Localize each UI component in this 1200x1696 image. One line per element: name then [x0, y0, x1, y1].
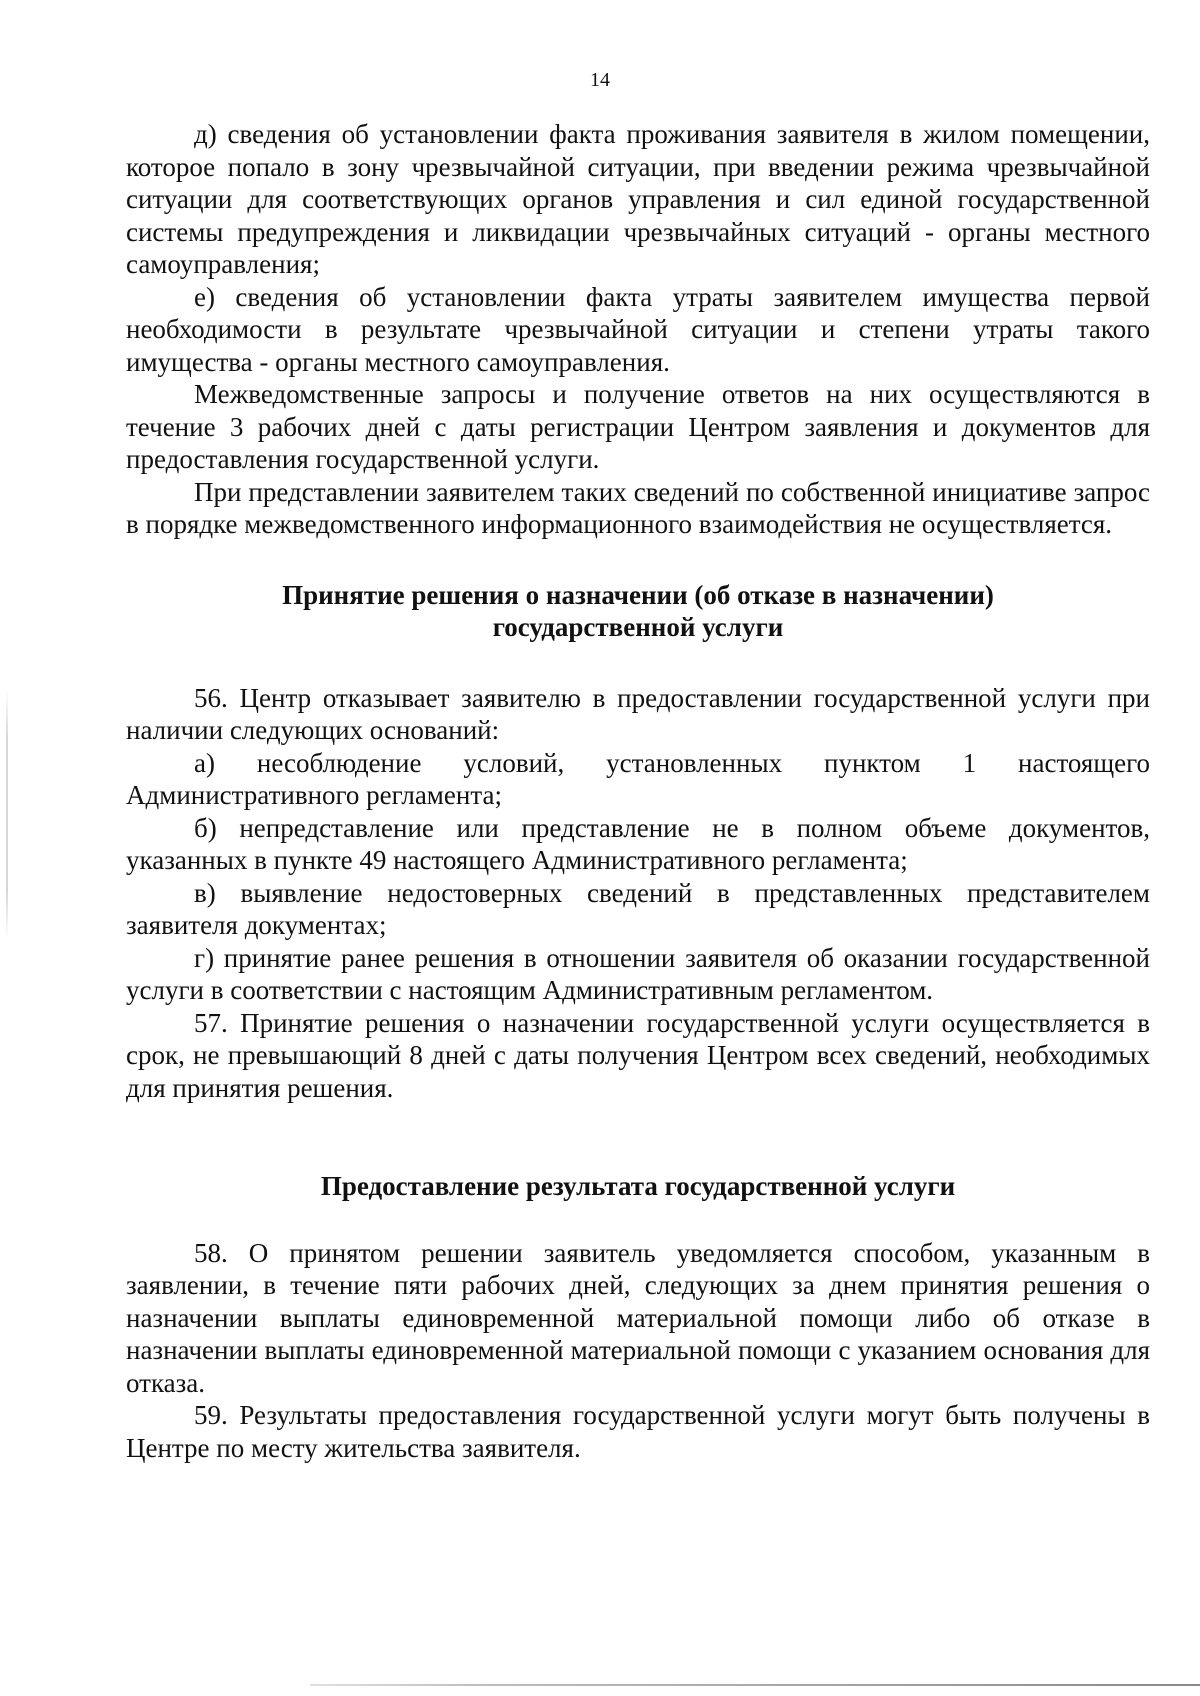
section-heading-result: Предоставление результата государственной услуги [320, 1171, 956, 1201]
document-body [126, 118, 1150, 1464]
section-result-body [126, 1237, 1150, 1465]
page-number: 14 [590, 69, 610, 91]
paragraph-59: 59. Результаты предоставления государственной услуги могут быть получены в Центре по месту жительства заявителя. [126, 1400, 1150, 1463]
paragraph-interagency-requests: Межведомственные запросы и получение ответов на них осуществляются в течение 3 рабочих дней с даты регистрации Центром заявления и документов для предоставления государственной услуги. [126, 379, 1150, 474]
paragraph-own-initiative: При представлении заявителем таких сведений по собственной инициативе запрос в порядке межведомственного информационного взаимодействия не осуществляется. [126, 476, 1150, 539]
paragraph-56-g: г) принятие ранее решения в отношении заявителя об оказании государственной услуги в соответствии с настоящим Административным регламентом. [126, 942, 1150, 1005]
paragraph-57: 57. Принятие решения о назначении государственной услуги осуществляется в срок, не превышающий 8 дней с даты получения Центром всех сведений, необходимых для принятия решения. [126, 1007, 1150, 1103]
paragraph-56: 56. Центр отказывает заявителю в предоставлении государственной услуги при наличии следующих оснований: [126, 682, 1150, 745]
paragraph-58: 58. О принятом решении заявитель уведомляется способом, указанным в заявлении, в течение пяти рабочих дней, следующих за днем принятия решения о назначении выплаты единовременной материальной помощи либо об отказе в назначении выплаты единовременной материальной помощи с указанием основания для отказа. [126, 1237, 1150, 1398]
scan-edge-artifact [6, 690, 8, 940]
section-decision-body [126, 682, 1150, 1105]
paragraph-56-a: а) несоблюдение условий, установленных пунктом 1 настоящего Административного регламента; [126, 747, 1150, 810]
bottom-scan-line [310, 1684, 1200, 1686]
section-heading-decision [126, 579, 1150, 644]
paragraph-56-v: в) выявление недостоверных сведений в представленных представителем заявителя документах; [126, 877, 1150, 940]
paragraph-d: д) сведения об установлении факта проживания заявителя в жилом помещении, которое попало в зону чрезвычайной ситуации, при введении режима чрезвычайной ситуации для соответствующих органов управления и сил единой государственной системы предупреждения и ликвидации чрезвычайных ситуаций - органы местного самоуправления; [126, 119, 1150, 279]
section-heading-decision-line-1: Принятие решения о назначении (об отказе в назначении) [282, 579, 994, 610]
paragraph-56-b: б) непредставление или представление не в полном объеме документов, указанных в пункте 49 настоящего Административного регламента; [126, 812, 1150, 875]
section-heading-decision-line-2: государственной услуги [492, 612, 784, 642]
paragraph-e: е) сведения об установлении факта утраты заявителем имущества первой необходимости в результате чрезвычайной ситуации и степени утраты такого имущества - органы местного самоуправления. [126, 281, 1150, 377]
